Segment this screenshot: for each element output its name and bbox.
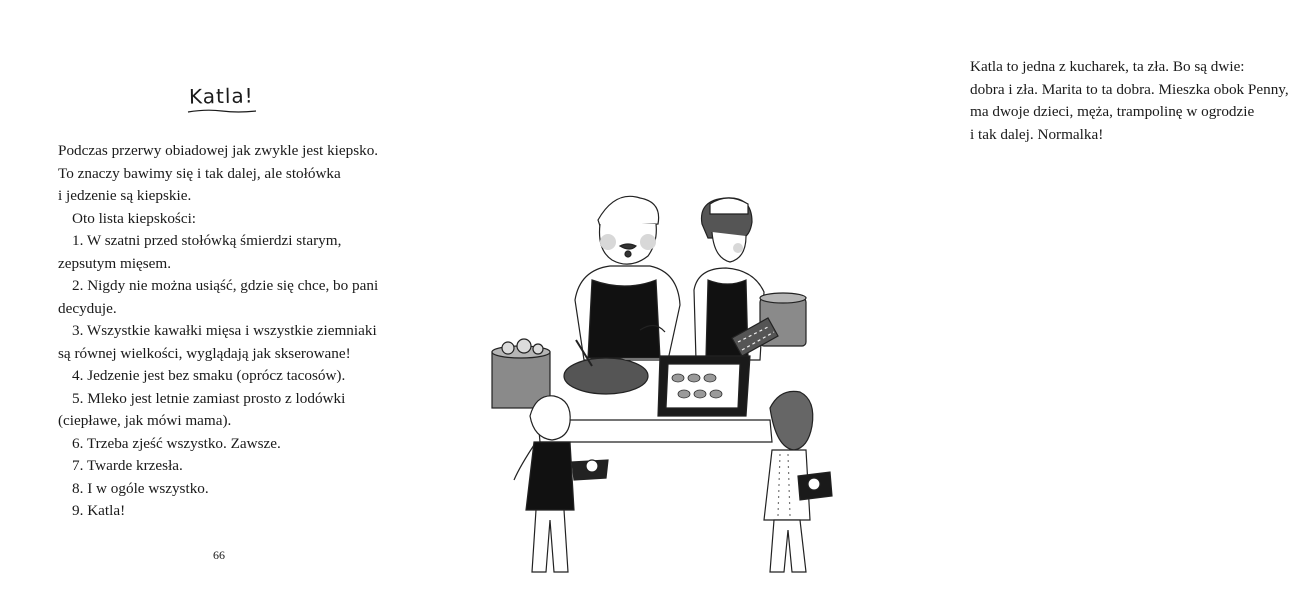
pot-left bbox=[492, 339, 550, 408]
list-item-line: (ciepławe, jak mówi mama). bbox=[58, 412, 232, 429]
girl-right bbox=[764, 391, 832, 572]
list-item-line: 1. W szatni przed stołówką śmierdzi starym, bbox=[72, 232, 342, 249]
list-item-line: 4. Jedzenie jest bez smaku (oprócz tacosów). bbox=[72, 367, 346, 384]
intro-line: Podczas przerwy obiadowej jak zwykle jest kiepsko. bbox=[58, 142, 379, 159]
paragraph-line: i tak dalej. Normalka! bbox=[970, 125, 1104, 143]
intro-line: i jedzenie są kiepskie. bbox=[58, 187, 192, 204]
male-cook bbox=[575, 196, 680, 360]
list-item-line: 3. Wszystkie kawałki mięsa i wszystkie ziemniaki bbox=[72, 322, 377, 339]
list-item-line: 8. I w ogóle wszystko. bbox=[72, 479, 209, 497]
chapter-body bbox=[58, 140, 383, 523]
left-page bbox=[0, 0, 450, 600]
list-item-line: zepsutym mięsem. bbox=[58, 254, 172, 272]
paragraph-line: dobra i zła. Marita to ta dobra. Mieszka obok Penny, bbox=[970, 80, 1289, 98]
baking-tray bbox=[658, 356, 750, 416]
list-item-line: są równej wielkości, wyglądają jak skserowane! bbox=[58, 344, 351, 362]
paragraph-line: ma dwoje dzieci, męża, trampolinę w ogrodzie bbox=[970, 103, 1255, 120]
chapter-title: Katla! bbox=[188, 83, 254, 109]
page-number: 66 bbox=[213, 548, 225, 562]
kitchen-illustration bbox=[480, 180, 880, 590]
intro-line: To znaczy bawimy się i tak dalej, ale stołówka bbox=[58, 164, 341, 182]
right-paragraph bbox=[970, 56, 1310, 146]
list-item-line: 2. Nigdy nie można usiąść, gdzie się chce, bo pani bbox=[72, 277, 379, 294]
list-item-line: 6. Trzeba zjeść wszystko. Zawsze. bbox=[72, 434, 281, 452]
list-intro: Oto lista kiepskości: bbox=[72, 209, 197, 227]
list-item-line: 9. Katla! bbox=[72, 502, 126, 519]
list-item-line: decyduje. bbox=[58, 299, 117, 317]
list-item-line: 7. Twarde krzesła. bbox=[72, 457, 183, 474]
title-underline bbox=[186, 107, 258, 115]
paragraph-line: Katla to jedna z kucharek, ta zła. Bo są dwie: bbox=[970, 58, 1245, 75]
list-item-line: 5. Mleko jest letnie zamiast prosto z lodówki bbox=[72, 389, 346, 407]
